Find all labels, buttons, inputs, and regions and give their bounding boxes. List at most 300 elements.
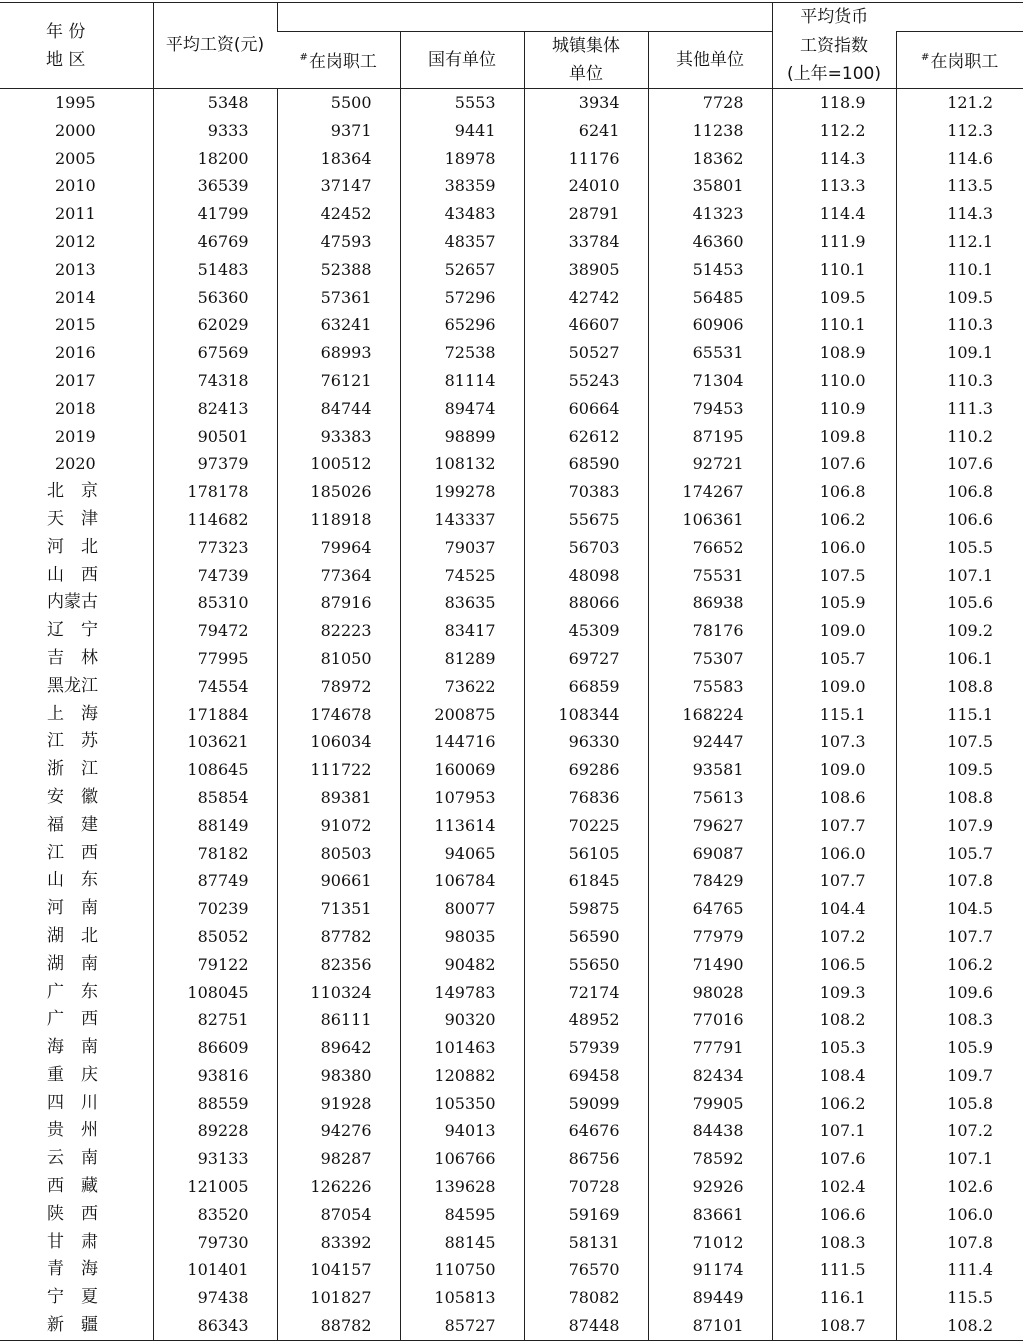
cell-in-post: 86111 — [277, 1006, 400, 1034]
cell-index-in-post: 107.8 — [896, 1229, 1023, 1257]
cell-state-owned: 84595 — [400, 1201, 524, 1229]
row-label-year: 2013 — [55, 259, 96, 279]
cell-index-in-post: 113.5 — [896, 172, 1023, 200]
table-row — [0, 423, 1023, 451]
cell-wage-index: 110.1 — [772, 311, 896, 339]
cell-avg-wage: 114682 — [153, 506, 277, 534]
cell-wage-index: 114.3 — [772, 145, 896, 173]
table-row — [0, 1201, 1023, 1229]
table-row — [0, 895, 1023, 923]
cell-index-in-post: 105.9 — [896, 1034, 1023, 1062]
header-year: 年 份 — [46, 21, 86, 42]
cell-avg-wage: 108645 — [153, 756, 277, 784]
cell-avg-wage: 77323 — [153, 534, 277, 562]
cell-index-in-post: 107.8 — [896, 867, 1023, 895]
header-blank-group — [277, 3, 772, 32]
cell-other-units: 93581 — [648, 756, 772, 784]
cell-other-units: 83661 — [648, 1201, 772, 1229]
cell-state-owned: 83635 — [400, 589, 524, 617]
header-index-group — [772, 3, 1023, 32]
table-row — [0, 117, 1023, 145]
cell-in-post: 89381 — [277, 784, 400, 812]
cell-other-units: 168224 — [648, 701, 772, 729]
cell-avg-wage: 82751 — [153, 1006, 277, 1034]
cell-in-post: 79964 — [277, 534, 400, 562]
cell-state-owned: 48357 — [400, 228, 524, 256]
cell-index-in-post: 102.6 — [896, 1173, 1023, 1201]
cell-in-post: 80503 — [277, 840, 400, 868]
row-label-year: 2011 — [55, 204, 96, 224]
cell-avg-wage: 88559 — [153, 1090, 277, 1118]
cell-state-owned: 74525 — [400, 562, 524, 590]
cell-wage-index: 105.9 — [772, 589, 896, 617]
cell-state-owned: 106766 — [400, 1145, 524, 1173]
cell-other-units: 69087 — [648, 840, 772, 868]
cell-state-owned: 89474 — [400, 395, 524, 423]
cell-state-owned: 113614 — [400, 812, 524, 840]
cell-avg-wage: 90501 — [153, 423, 277, 451]
cell-index-in-post: 115.1 — [896, 701, 1023, 729]
table-row — [0, 1284, 1023, 1312]
row-label-region: 福 建 — [47, 814, 98, 835]
table-row — [0, 867, 1023, 895]
cell-other-units: 77016 — [648, 1006, 772, 1034]
cell-avg-wage: 108045 — [153, 979, 277, 1007]
cell-in-post: 98380 — [277, 1062, 400, 1090]
table-row — [0, 1229, 1023, 1257]
cell-index-in-post: 111.4 — [896, 1256, 1023, 1284]
cell-urban-collective: 57939 — [524, 1034, 648, 1062]
cell-index-in-post: 106.8 — [896, 478, 1023, 506]
table-row — [0, 1256, 1023, 1284]
table-row — [0, 812, 1023, 840]
cell-in-post: 118918 — [277, 506, 400, 534]
cell-index-in-post: 111.3 — [896, 395, 1023, 423]
cell-wage-index: 114.4 — [772, 200, 896, 228]
cell-state-owned: 94013 — [400, 1117, 524, 1145]
cell-other-units: 71490 — [648, 951, 772, 979]
cell-avg-wage: 62029 — [153, 311, 277, 339]
cell-avg-wage: 93133 — [153, 1145, 277, 1173]
row-label-year: 2016 — [55, 343, 96, 363]
row-label-region: 上 海 — [47, 703, 98, 724]
cell-wage-index: 108.2 — [772, 1006, 896, 1034]
row-label-region: 青 海 — [47, 1259, 98, 1280]
table-row — [0, 367, 1023, 395]
cell-avg-wage: 67569 — [153, 339, 277, 367]
cell-avg-wage: 101401 — [153, 1256, 277, 1284]
cell-wage-index: 104.4 — [772, 895, 896, 923]
cell-index-in-post: 105.6 — [896, 589, 1023, 617]
cell-wage-index: 109.8 — [772, 423, 896, 451]
cell-other-units: 78592 — [648, 1145, 772, 1173]
cell-urban-collective: 56590 — [524, 923, 648, 951]
table-row — [0, 840, 1023, 868]
cell-in-post: 126226 — [277, 1173, 400, 1201]
cell-in-post: 174678 — [277, 701, 400, 729]
cell-avg-wage: 5348 — [153, 89, 277, 117]
cell-avg-wage: 85310 — [153, 589, 277, 617]
table-row — [0, 284, 1023, 312]
cell-index-in-post: 106.0 — [896, 1201, 1023, 1229]
cell-avg-wage: 79122 — [153, 951, 277, 979]
cell-wage-index: 106.8 — [772, 478, 896, 506]
cell-urban-collective: 87448 — [524, 1312, 648, 1340]
cell-urban-collective: 6241 — [524, 117, 648, 145]
cell-state-owned: 81289 — [400, 645, 524, 673]
cell-in-post: 100512 — [277, 450, 400, 478]
cell-avg-wage: 18200 — [153, 145, 277, 173]
cell-urban-collective: 70225 — [524, 812, 648, 840]
cell-wage-index: 112.2 — [772, 117, 896, 145]
cell-wage-index: 107.6 — [772, 450, 896, 478]
cell-avg-wage: 79472 — [153, 617, 277, 645]
row-label-region: 北 京 — [47, 481, 98, 502]
cell-wage-index: 110.1 — [772, 256, 896, 284]
cell-state-owned: 149783 — [400, 979, 524, 1007]
cell-in-post: 106034 — [277, 728, 400, 756]
cell-in-post: 88782 — [277, 1312, 400, 1340]
cell-state-owned: 18978 — [400, 145, 524, 173]
cell-wage-index: 113.3 — [772, 172, 896, 200]
cell-in-post: 37147 — [277, 172, 400, 200]
cell-state-owned: 79037 — [400, 534, 524, 562]
cell-wage-index: 118.9 — [772, 89, 896, 117]
cell-urban-collective: 64676 — [524, 1117, 648, 1145]
cell-in-post: 89642 — [277, 1034, 400, 1062]
cell-index-in-post: 108.2 — [896, 1312, 1023, 1340]
table-row — [0, 1145, 1023, 1173]
cell-state-owned: 139628 — [400, 1173, 524, 1201]
cell-wage-index: 107.2 — [772, 923, 896, 951]
cell-index-in-post: 112.1 — [896, 228, 1023, 256]
cell-other-units: 78429 — [648, 867, 772, 895]
cell-in-post: 68993 — [277, 339, 400, 367]
cell-in-post: 87054 — [277, 1201, 400, 1229]
cell-state-owned: 94065 — [400, 840, 524, 868]
cell-in-post: 42452 — [277, 200, 400, 228]
cell-avg-wage: 70239 — [153, 895, 277, 923]
cell-wage-index: 107.3 — [772, 728, 896, 756]
cell-index-in-post: 104.5 — [896, 895, 1023, 923]
cell-urban-collective: 69286 — [524, 756, 648, 784]
cell-in-post: 101827 — [277, 1284, 400, 1312]
cell-urban-collective: 59099 — [524, 1090, 648, 1118]
cell-wage-index: 107.7 — [772, 867, 896, 895]
cell-wage-index: 106.6 — [772, 1201, 896, 1229]
header-index-in-post: #在岗职工 — [896, 32, 1023, 89]
row-label-year: 2020 — [55, 454, 96, 474]
cell-urban-collective: 69458 — [524, 1062, 648, 1090]
cell-wage-index: 111.5 — [772, 1256, 896, 1284]
cell-urban-collective: 46607 — [524, 311, 648, 339]
cell-in-post: 94276 — [277, 1117, 400, 1145]
cell-wage-index: 106.2 — [772, 506, 896, 534]
header-other-units: 其他单位 — [648, 32, 772, 89]
cell-wage-index: 111.9 — [772, 228, 896, 256]
cell-other-units: 77791 — [648, 1034, 772, 1062]
cell-in-post: 76121 — [277, 367, 400, 395]
header-wage-index: 工资指数 (上年=100) — [772, 32, 896, 89]
cell-urban-collective: 78082 — [524, 1284, 648, 1312]
cell-avg-wage: 171884 — [153, 701, 277, 729]
cell-other-units: 91174 — [648, 1256, 772, 1284]
cell-urban-collective: 33784 — [524, 228, 648, 256]
cell-urban-collective: 72174 — [524, 979, 648, 1007]
cell-urban-collective: 55675 — [524, 506, 648, 534]
cell-state-owned: 83417 — [400, 617, 524, 645]
cell-index-in-post: 110.3 — [896, 367, 1023, 395]
cell-in-post: 81050 — [277, 645, 400, 673]
cell-avg-wage: 97438 — [153, 1284, 277, 1312]
row-label-region: 江 西 — [47, 842, 98, 863]
cell-index-in-post: 108.3 — [896, 1006, 1023, 1034]
table-row — [0, 756, 1023, 784]
row-label-region: 内蒙古 — [47, 592, 98, 613]
cell-index-in-post: 105.5 — [896, 534, 1023, 562]
cell-wage-index: 107.1 — [772, 1117, 896, 1145]
row-label-region: 天 津 — [47, 508, 98, 529]
cell-urban-collective: 55650 — [524, 951, 648, 979]
cell-urban-collective: 3934 — [524, 89, 648, 117]
row-label-region: 河 北 — [47, 536, 98, 557]
cell-index-in-post: 107.1 — [896, 1145, 1023, 1173]
cell-other-units: 51453 — [648, 256, 772, 284]
cell-state-owned: 65296 — [400, 311, 524, 339]
cell-wage-index: 106.2 — [772, 1090, 896, 1118]
cell-index-in-post: 107.5 — [896, 728, 1023, 756]
cell-state-owned: 101463 — [400, 1034, 524, 1062]
cell-urban-collective: 11176 — [524, 145, 648, 173]
cell-other-units: 106361 — [648, 506, 772, 534]
table-row — [0, 395, 1023, 423]
cell-state-owned: 120882 — [400, 1062, 524, 1090]
cell-other-units: 56485 — [648, 284, 772, 312]
row-label-region: 黑龙江 — [47, 675, 98, 696]
row-label-region: 江 苏 — [47, 731, 98, 752]
cell-state-owned: 200875 — [400, 701, 524, 729]
table-row — [0, 784, 1023, 812]
cell-other-units: 75583 — [648, 673, 772, 701]
table-row — [0, 145, 1023, 173]
cell-in-post: 9371 — [277, 117, 400, 145]
cell-avg-wage: 79730 — [153, 1229, 277, 1257]
cell-urban-collective: 56703 — [524, 534, 648, 562]
row-label-region: 湖 北 — [47, 925, 98, 946]
cell-state-owned: 88145 — [400, 1229, 524, 1257]
cell-in-post: 90661 — [277, 867, 400, 895]
row-label-year: 2014 — [55, 287, 96, 307]
table-row — [0, 589, 1023, 617]
cell-avg-wage: 74554 — [153, 673, 277, 701]
table-row — [0, 506, 1023, 534]
cell-wage-index: 109.0 — [772, 673, 896, 701]
cell-in-post: 98287 — [277, 1145, 400, 1173]
row-label-region: 河 南 — [47, 898, 98, 919]
cell-state-owned: 199278 — [400, 478, 524, 506]
cell-wage-index: 106.5 — [772, 951, 896, 979]
table-row — [0, 617, 1023, 645]
cell-wage-index: 108.4 — [772, 1062, 896, 1090]
table-row — [0, 256, 1023, 284]
table-row — [0, 534, 1023, 562]
cell-state-owned: 85727 — [400, 1312, 524, 1340]
cell-in-post: 83392 — [277, 1229, 400, 1257]
cell-other-units: 77979 — [648, 923, 772, 951]
cell-wage-index: 102.4 — [772, 1173, 896, 1201]
cell-index-in-post: 107.6 — [896, 450, 1023, 478]
table-row — [0, 450, 1023, 478]
cell-urban-collective: 60664 — [524, 395, 648, 423]
cell-avg-wage: 41799 — [153, 200, 277, 228]
cell-other-units: 41323 — [648, 200, 772, 228]
row-label-region: 甘 肃 — [47, 1231, 98, 1252]
row-label-region: 山 西 — [47, 564, 98, 585]
cell-state-owned: 143337 — [400, 506, 524, 534]
table-row — [0, 951, 1023, 979]
cell-index-in-post: 110.2 — [896, 423, 1023, 451]
cell-other-units: 71012 — [648, 1229, 772, 1257]
row-label-year: 1995 — [55, 93, 96, 112]
cell-wage-index: 106.0 — [772, 534, 896, 562]
cell-avg-wage: 46769 — [153, 228, 277, 256]
table-row — [0, 728, 1023, 756]
cell-state-owned: 57296 — [400, 284, 524, 312]
cell-wage-index: 105.7 — [772, 645, 896, 673]
cell-urban-collective: 70728 — [524, 1173, 648, 1201]
row-label-region: 浙 江 — [47, 759, 98, 780]
cell-avg-wage: 87749 — [153, 867, 277, 895]
row-label-region: 广 西 — [47, 1009, 98, 1030]
cell-index-in-post: 115.5 — [896, 1284, 1023, 1312]
row-label-region: 四 川 — [47, 1092, 98, 1113]
cell-other-units: 35801 — [648, 172, 772, 200]
cell-in-post: 185026 — [277, 478, 400, 506]
cell-index-in-post: 105.7 — [896, 840, 1023, 868]
cell-other-units: 78176 — [648, 617, 772, 645]
cell-urban-collective: 76836 — [524, 784, 648, 812]
cell-in-post: 78972 — [277, 673, 400, 701]
cell-in-post: 82223 — [277, 617, 400, 645]
cell-urban-collective: 68590 — [524, 450, 648, 478]
cell-other-units: 71304 — [648, 367, 772, 395]
cell-index-in-post: 107.9 — [896, 812, 1023, 840]
row-label-region: 重 庆 — [47, 1064, 98, 1085]
cell-avg-wage: 82413 — [153, 395, 277, 423]
cell-in-post: 93383 — [277, 423, 400, 451]
cell-other-units: 174267 — [648, 478, 772, 506]
cell-wage-index: 109.3 — [772, 979, 896, 1007]
cell-urban-collective: 86756 — [524, 1145, 648, 1173]
table-row — [0, 478, 1023, 506]
cell-avg-wage: 83520 — [153, 1201, 277, 1229]
cell-urban-collective: 108344 — [524, 701, 648, 729]
cell-index-in-post: 109.6 — [896, 979, 1023, 1007]
row-label-region: 贵 州 — [47, 1120, 98, 1141]
table-row — [0, 701, 1023, 729]
cell-wage-index: 108.9 — [772, 339, 896, 367]
cell-in-post: 87782 — [277, 923, 400, 951]
cell-urban-collective: 59875 — [524, 895, 648, 923]
cell-wage-index: 108.7 — [772, 1312, 896, 1340]
row-label-year: 2017 — [55, 370, 96, 390]
row-label-region: 宁 夏 — [47, 1287, 98, 1308]
cell-wage-index: 110.9 — [772, 395, 896, 423]
cell-avg-wage: 56360 — [153, 284, 277, 312]
header-year-region — [0, 3, 153, 89]
row-label-region: 海 南 — [47, 1037, 98, 1058]
table-row — [0, 1062, 1023, 1090]
cell-state-owned: 110750 — [400, 1256, 524, 1284]
cell-avg-wage: 77995 — [153, 645, 277, 673]
row-label-region: 西 藏 — [47, 1176, 98, 1197]
cell-urban-collective: 50527 — [524, 339, 648, 367]
cell-index-in-post: 106.2 — [896, 951, 1023, 979]
row-label-region: 辽 宁 — [47, 620, 98, 641]
cell-other-units: 7728 — [648, 89, 772, 117]
cell-other-units: 75307 — [648, 645, 772, 673]
row-label-year: 2015 — [55, 315, 96, 335]
cell-urban-collective: 70383 — [524, 478, 648, 506]
cell-other-units: 79627 — [648, 812, 772, 840]
cell-other-units: 64765 — [648, 895, 772, 923]
cell-wage-index: 116.1 — [772, 1284, 896, 1312]
cell-index-in-post: 106.1 — [896, 645, 1023, 673]
table-row — [0, 979, 1023, 1007]
cell-in-post: 63241 — [277, 311, 400, 339]
cell-urban-collective: 38905 — [524, 256, 648, 284]
cell-other-units: 84438 — [648, 1117, 772, 1145]
row-label-region: 陕 西 — [47, 1203, 98, 1224]
table-header — [0, 3, 1023, 89]
cell-urban-collective: 61845 — [524, 867, 648, 895]
cell-index-in-post: 109.5 — [896, 756, 1023, 784]
table-row — [0, 645, 1023, 673]
cell-state-owned: 90320 — [400, 1006, 524, 1034]
header-in-post: #在岗职工 — [299, 52, 377, 72]
header-state-owned: 国有单位 — [400, 32, 524, 89]
cell-urban-collective: 66859 — [524, 673, 648, 701]
table-row — [0, 200, 1023, 228]
header-region: 地 区 — [46, 49, 86, 70]
cell-urban-collective: 55243 — [524, 367, 648, 395]
cell-state-owned: 81114 — [400, 367, 524, 395]
cell-state-owned: 90482 — [400, 951, 524, 979]
cell-in-post: 91928 — [277, 1090, 400, 1118]
cell-index-in-post: 108.8 — [896, 673, 1023, 701]
cell-state-owned: 43483 — [400, 200, 524, 228]
table-body — [0, 89, 1023, 1341]
cell-other-units: 79905 — [648, 1090, 772, 1118]
table-row — [0, 339, 1023, 367]
cell-avg-wage: 103621 — [153, 728, 277, 756]
cell-urban-collective: 88066 — [524, 589, 648, 617]
table-row — [0, 562, 1023, 590]
cell-avg-wage: 85854 — [153, 784, 277, 812]
cell-in-post: 57361 — [277, 284, 400, 312]
cell-other-units: 87101 — [648, 1312, 772, 1340]
cell-other-units: 92447 — [648, 728, 772, 756]
table-row — [0, 1034, 1023, 1062]
cell-avg-wage: 74318 — [153, 367, 277, 395]
cell-urban-collective: 45309 — [524, 617, 648, 645]
cell-urban-collective: 96330 — [524, 728, 648, 756]
cell-urban-collective: 48952 — [524, 1006, 648, 1034]
cell-index-in-post: 107.2 — [896, 1117, 1023, 1145]
cell-other-units: 76652 — [648, 534, 772, 562]
cell-urban-collective: 48098 — [524, 562, 648, 590]
cell-state-owned: 38359 — [400, 172, 524, 200]
